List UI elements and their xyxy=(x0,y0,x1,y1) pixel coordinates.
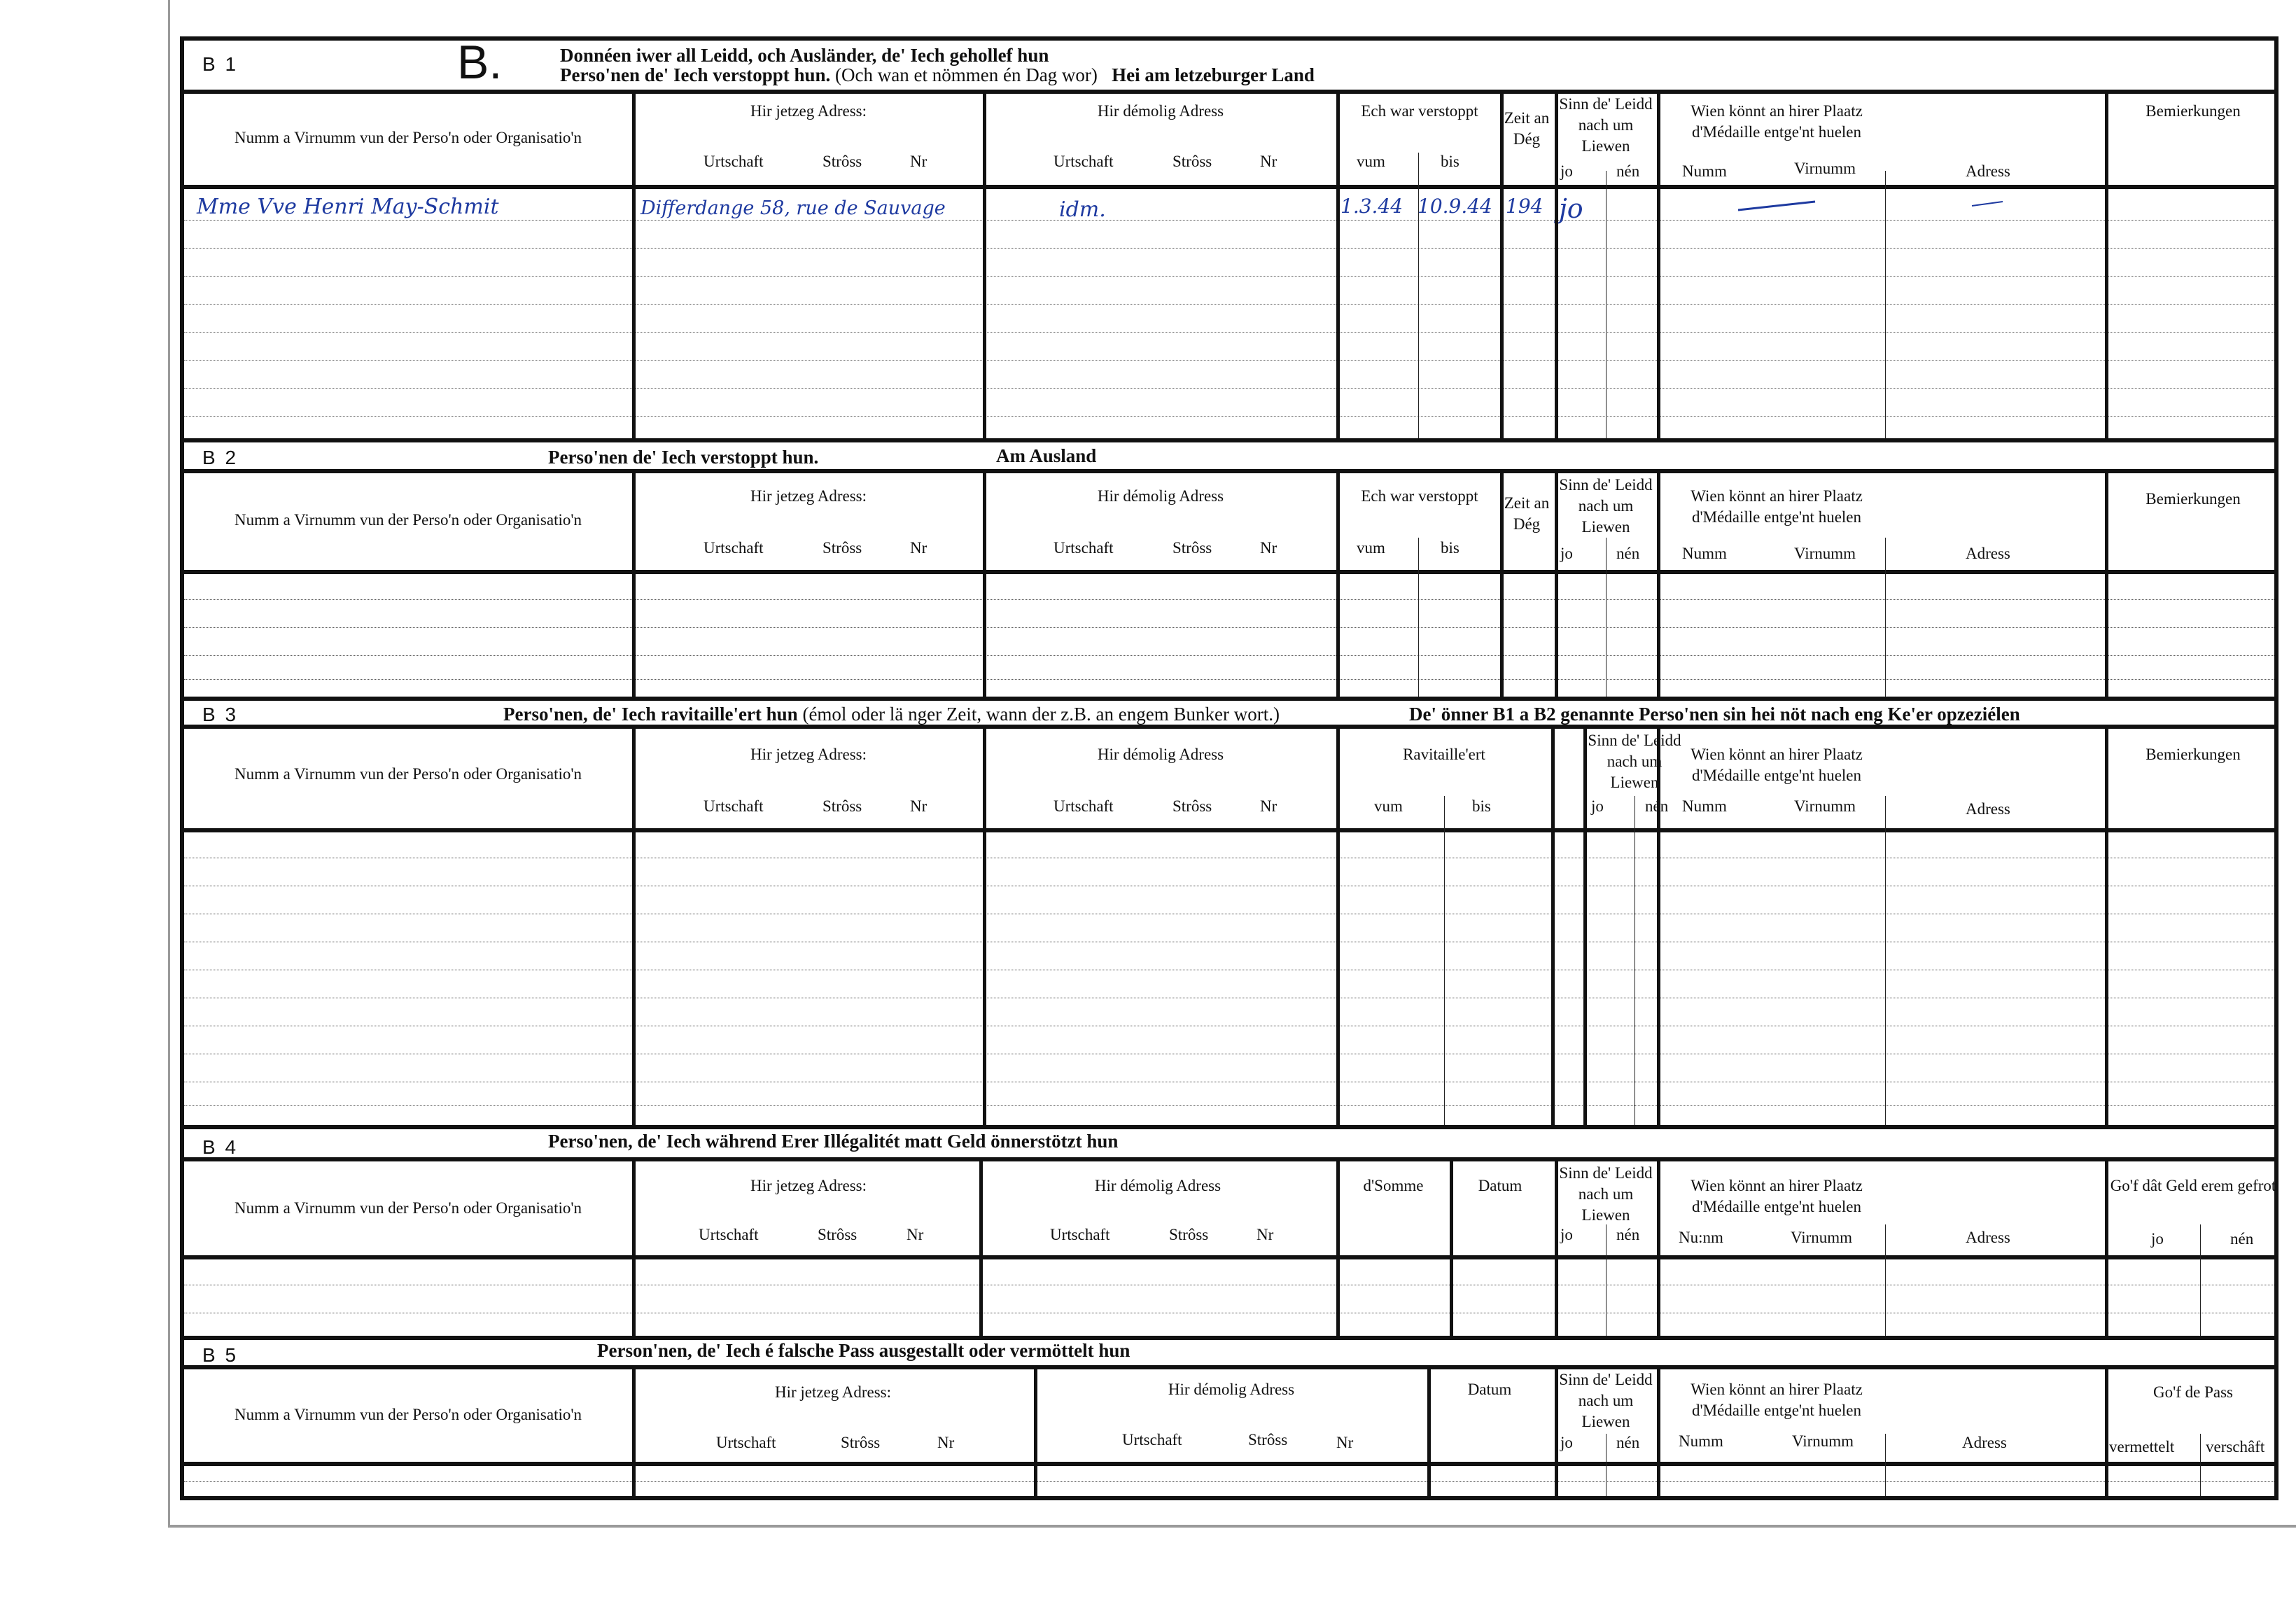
b3-data-rows xyxy=(184,832,2274,1125)
col-addr-now-header: Hir jetzeg Adress: xyxy=(750,1177,867,1194)
entry-alive-yes: jo xyxy=(1559,193,1583,224)
section-note: De' önner B1 a B2 genannte Perso'nen sin hei nöt nach eng Ke'er opzeziélen xyxy=(1409,704,2020,725)
col-jo-header: jo xyxy=(1560,162,1573,180)
col-adress-header: Adress xyxy=(1966,1229,2010,1246)
col-addr-old-header: Hir démolig Adress xyxy=(1094,1177,1222,1194)
col-jo-header: jo xyxy=(1560,1226,1573,1243)
col-virnumm-header: Virnumm xyxy=(1794,545,1856,562)
col-urtschaft-header: Urtschaft xyxy=(1054,797,1114,815)
entry-former-address: idm. xyxy=(1059,197,1106,222)
col-stross-header: Strôss xyxy=(1169,1226,1209,1243)
col-bemierk-header: Bemierkungen xyxy=(2146,746,2241,763)
col-addr-old-header: Hir démolig Adress xyxy=(1097,102,1224,120)
section-b1 xyxy=(184,36,2274,438)
section-code: B 3 xyxy=(202,704,239,725)
col-stross-header: Strôss xyxy=(1248,1431,1288,1448)
col-sinn-header: Sinn de' Leidd nach um Liewen xyxy=(1559,95,1653,155)
col-nr-header: Nr xyxy=(906,1226,924,1243)
col-nr-header: Nr xyxy=(937,1434,955,1451)
b5-column-headers xyxy=(184,1369,2274,1466)
col-wien-header: Wien könnt an hirer Plaatz d'Médaille entge'nt huelen xyxy=(1690,1381,1863,1419)
col-jo-header: jo xyxy=(2151,1230,2164,1248)
entry-from-date: 1.3.44 xyxy=(1340,195,1404,218)
b2-column-headers xyxy=(184,473,2274,574)
col-jo-header: jo xyxy=(1560,1434,1573,1451)
col-jo-header: jo xyxy=(1560,545,1573,562)
col-virnumm-header: Virnumm xyxy=(1794,797,1856,815)
entry-current-address: Differdange 58, rue de Sauvage xyxy=(640,197,946,219)
col-numm-header: Numm xyxy=(1682,162,1727,180)
col-adress-header: Adress xyxy=(1962,1434,2007,1451)
col-urtschaft-header: Urtschaft xyxy=(716,1434,776,1451)
col-adress-header: Adress xyxy=(1966,800,2010,818)
col-nr-header: Nr xyxy=(1256,1226,1274,1243)
section-b2 xyxy=(184,438,2274,697)
col-stross-header: Strôss xyxy=(1172,797,1212,815)
col-addr-old-header: Hir démolig Adress xyxy=(1168,1381,1295,1398)
col-stross-header: Strôss xyxy=(822,153,862,170)
col-nr-header: Nr xyxy=(1260,153,1278,170)
col-addr-old-header: Hir démolig Adress xyxy=(1097,487,1224,505)
col-adress-header: Adress xyxy=(1966,162,2010,180)
col-bis-header: bis xyxy=(1441,539,1460,557)
col-sinn-header: Sinn de' Leidd nach um Liewen xyxy=(1559,476,1653,536)
col-ravit-header: Ravitaille'ert xyxy=(1403,746,1485,763)
col-wien-header: Wien könnt an hirer Plaatz d'Médaille entge'nt huelen xyxy=(1690,1177,1863,1215)
col-verschaft-header: verschâft xyxy=(2206,1438,2265,1455)
col-numm-header: Numm xyxy=(1679,1432,1723,1450)
col-vermettelt-header: vermettelt xyxy=(2109,1438,2175,1455)
col-stross-header: Strôss xyxy=(1172,153,1212,170)
section-b3 xyxy=(184,697,2274,1125)
col-stross-header: Strôss xyxy=(818,1226,858,1243)
col-numm-header: Numm xyxy=(1682,545,1727,562)
section-title: Person'nen, de' Iech é falsche Pass ausgestallt oder vermöttelt hun xyxy=(597,1340,1130,1361)
col-addr-now-header: Hir jetzeg Adress: xyxy=(774,1383,892,1401)
col-addr-now-header: Hir jetzeg Adress: xyxy=(750,746,867,763)
col-bis-header: bis xyxy=(1441,153,1460,170)
dash-mark xyxy=(1969,200,2011,209)
col-vum-header: vum xyxy=(1357,153,1385,170)
col-nr-header: Nr xyxy=(1260,797,1278,815)
col-virnumm-header: Virnumm xyxy=(1792,1432,1854,1450)
col-stross-header: Strôss xyxy=(822,539,862,557)
col-wien-header: Wien könnt an hirer Plaatz d'Médaille entge'nt huelen xyxy=(1690,102,1863,141)
dash-mark xyxy=(1738,200,1962,214)
section-title: Perso'nen, de' Iech während Erer Illégalitét matt Geld önnerstötzt hun xyxy=(548,1131,1119,1152)
b1-data-rows xyxy=(184,189,2274,438)
col-virnumm-header: Virnumm xyxy=(1791,1229,1853,1246)
form-frame xyxy=(180,36,2278,1500)
col-nr-header: Nr xyxy=(910,153,927,170)
b3-column-headers xyxy=(184,729,2274,832)
col-name-header: Numm a Virnumm vun der Perso'n oder Organisatio'n xyxy=(234,765,582,783)
col-urtschaft-header: Urtschaft xyxy=(1054,539,1114,557)
col-wien-header: Wien könnt an hirer Plaatz d'Médaille entge'nt huelen xyxy=(1690,746,1863,784)
b4-column-headers xyxy=(184,1161,2274,1259)
col-urtschaft-header: Urtschaft xyxy=(704,153,764,170)
col-bis-header: bis xyxy=(1472,797,1491,815)
col-nen-header: nén xyxy=(1616,1226,1640,1243)
b4-data-rows xyxy=(184,1259,2274,1336)
col-datum-header: Datum xyxy=(1467,1381,1512,1398)
col-jo-header: jo xyxy=(1591,797,1604,815)
section-subtitle: Am Ausland xyxy=(996,445,1097,466)
col-nr-header: Nr xyxy=(910,797,927,815)
entry-days: 194 xyxy=(1506,195,1544,218)
section-b5-title-bar xyxy=(184,1340,2274,1369)
section-title: Perso'nen, de' Iech ravitaille'ert hun (émol oder lä nger Zeit, wann der z.B. an engem Bunker wort.) xyxy=(503,704,1280,725)
section-b5 xyxy=(184,1336,2274,1496)
section-b4-title-bar xyxy=(184,1129,2274,1161)
col-zeit-header: Zeit an Dég xyxy=(1504,494,1550,533)
col-sinn-header: Sinn de' Leidd nach um Liewen xyxy=(1588,732,1681,791)
col-bemierk-header: Bemierkungen xyxy=(2146,490,2241,508)
col-adress-header: Adress xyxy=(1966,545,2010,562)
col-verstoppt-header: Ech war verstoppt xyxy=(1361,102,1478,120)
col-vum-header: vum xyxy=(1374,797,1403,815)
col-addr-now-header: Hir jetzeg Adress: xyxy=(750,102,867,120)
col-nr-header: Nr xyxy=(1336,1434,1354,1451)
col-vum-header: vum xyxy=(1357,539,1385,557)
col-nen-header: nén xyxy=(1645,797,1669,815)
col-verstoppt-header: Ech war verstoppt xyxy=(1361,487,1478,505)
col-sinn-header: Sinn de' Leidd nach um Liewen xyxy=(1559,1371,1653,1430)
section-b3-title-bar xyxy=(184,701,2274,729)
col-stross-header: Strôss xyxy=(1172,539,1212,557)
col-urtschaft-header: Urtschaft xyxy=(704,539,764,557)
form-heading-line2: Perso'nen de' Iech verstoppt hun. (Och wan et nömmen én Dag wor) Hei am letzeburger Land xyxy=(560,64,1315,85)
col-numm-header: Nu:nm xyxy=(1679,1229,1723,1246)
col-name-header: Numm a Virnumm vun der Perso'n oder Organisatio'n xyxy=(234,1199,582,1217)
col-stross-header: Strôss xyxy=(841,1434,881,1451)
form-heading-line1: Donnéen iwer all Leidd, och Ausländer, de' Iech gehollef hun xyxy=(560,45,1049,66)
col-urtschaft-header: Urtschaft xyxy=(1050,1226,1110,1243)
entry-name: Mme Vve Henri May-Schmit xyxy=(197,195,499,219)
col-wien-header: Wien könnt an hirer Plaatz d'Médaille entge'nt huelen xyxy=(1690,487,1863,526)
col-sinn-header: Sinn de' Leidd nach um Liewen xyxy=(1559,1164,1653,1224)
col-datum-header: Datum xyxy=(1478,1177,1522,1194)
col-urtschaft-header: Urtschaft xyxy=(704,797,764,815)
section-code: B 1 xyxy=(202,53,239,75)
section-code: B 2 xyxy=(202,447,239,468)
col-nen-header: nén xyxy=(1616,1434,1640,1451)
b5-data-rows xyxy=(184,1466,2274,1496)
col-addr-old-header: Hir démolig Adress xyxy=(1097,746,1224,763)
col-name-header: Numm a Virnumm vun der Perso'n oder Organisatio'n xyxy=(234,129,582,146)
col-somme-header: d'Somme xyxy=(1363,1177,1424,1194)
section-code: B 5 xyxy=(202,1344,239,1366)
col-stross-header: Strôss xyxy=(822,797,862,815)
col-addr-now-header: Hir jetzeg Adress: xyxy=(750,487,867,505)
section-title: Perso'nen de' Iech verstoppt hun. xyxy=(548,447,819,468)
section-code: B 4 xyxy=(202,1136,239,1158)
col-nr-header: Nr xyxy=(1260,539,1278,557)
col-nen-header: nén xyxy=(2230,1230,2254,1248)
col-nen-header: nén xyxy=(1616,545,1640,562)
col-gof-header: Go'f de Pass xyxy=(2152,1383,2234,1401)
entry-to-date: 10.9.44 xyxy=(1418,195,1492,218)
b2-data-rows xyxy=(184,574,2274,697)
section-letter: B. xyxy=(457,36,503,89)
col-virnumm-header: Virnumm xyxy=(1794,160,1856,177)
section-b2-title-bar xyxy=(184,442,2274,473)
section-b1-title-bar xyxy=(184,36,2274,94)
col-urtschaft-header: Urtschaft xyxy=(699,1226,759,1243)
col-nen-header: nén xyxy=(1616,162,1640,180)
col-urtschaft-header: Urtschaft xyxy=(1054,153,1114,170)
col-nr-header: Nr xyxy=(910,539,927,557)
col-name-header: Numm a Virnumm vun der Perso'n oder Organisatio'n xyxy=(234,511,582,529)
col-bemierk-header: Bemierkungen xyxy=(2146,102,2241,120)
col-zeit-header: Zeit an Dég xyxy=(1504,109,1550,148)
col-urtschaft-header: Urtschaft xyxy=(1122,1431,1182,1448)
col-gof-header: Go'f dât Geld erem gefrot xyxy=(2110,1177,2276,1194)
b1-column-headers xyxy=(184,94,2274,189)
col-numm-header: Numm xyxy=(1682,797,1727,815)
section-b4 xyxy=(184,1125,2274,1336)
col-name-header: Numm a Virnumm vun der Perso'n oder Organisatio'n xyxy=(234,1406,582,1423)
